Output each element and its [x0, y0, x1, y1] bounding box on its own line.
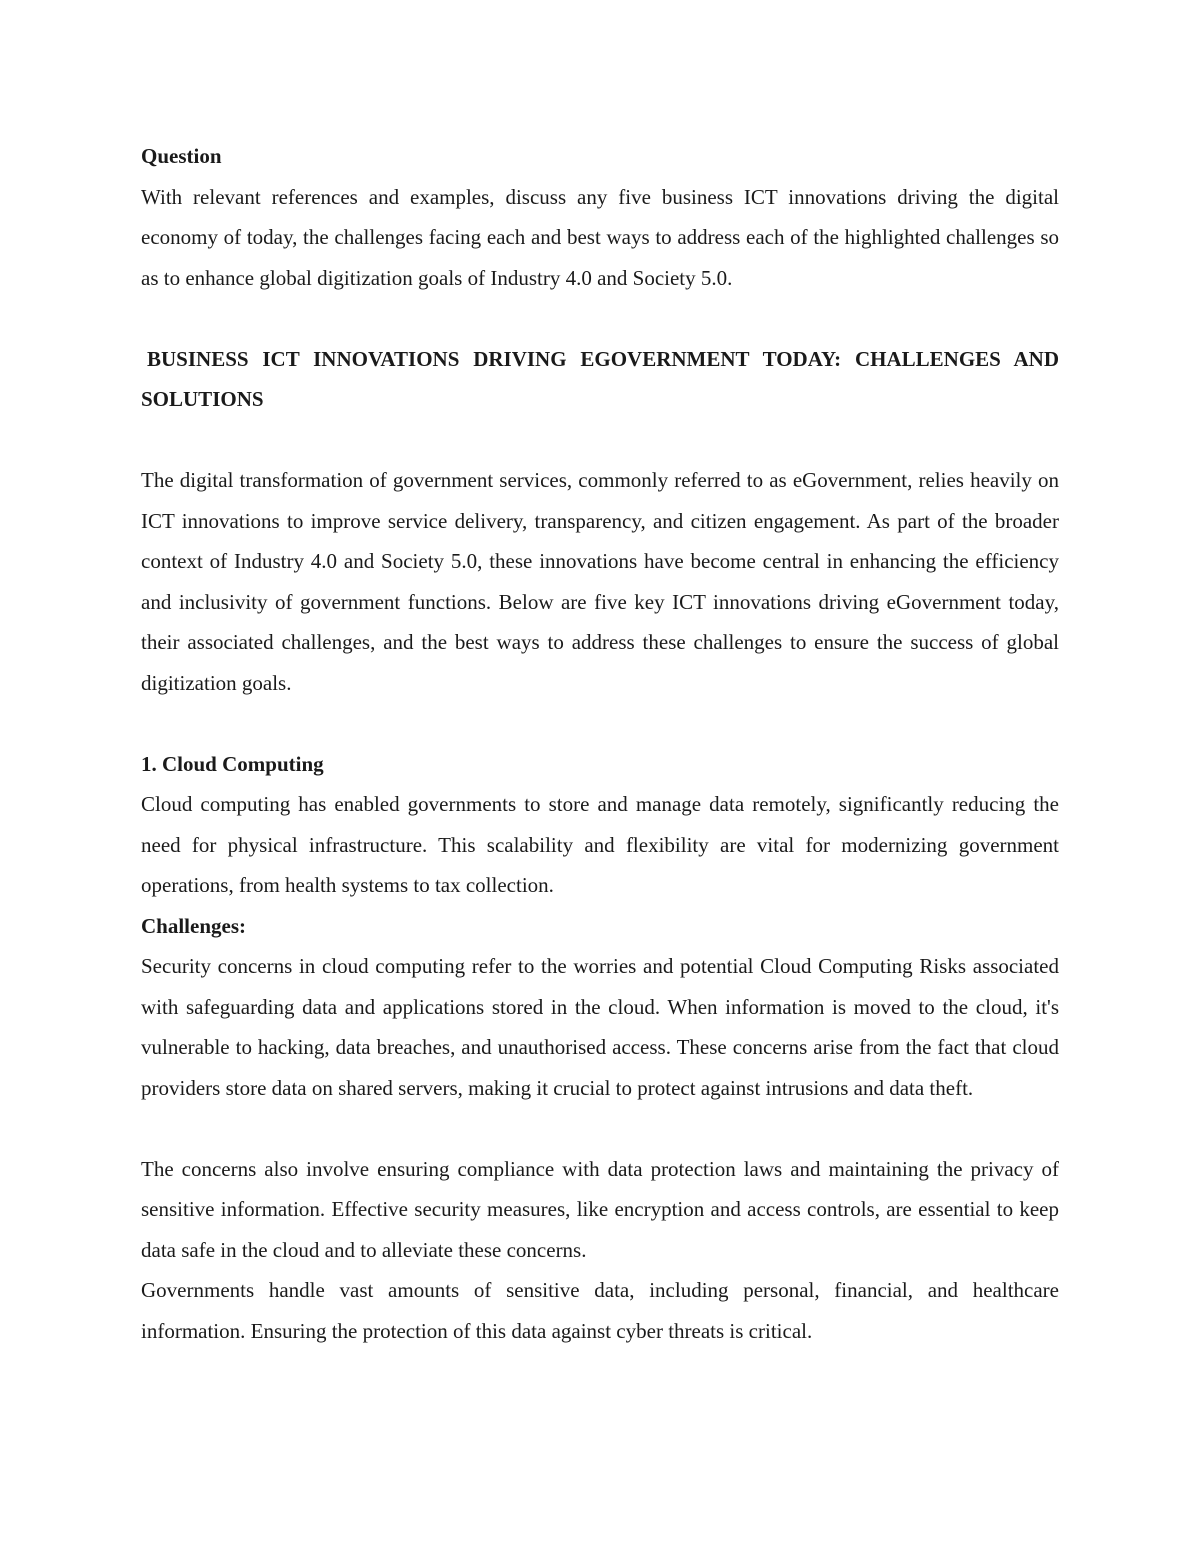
- cloud-computing-body: Cloud computing has enabled governments to store and manage data remotely, significantly reducing the need for physical infrastructure. This scalability and flexibility are vital for modernizing government operations, from health systems to tax collection.: [141, 792, 1059, 897]
- document-title: BUSINESS ICT INNOVATIONS DRIVING EGOVERNMENT TODAY: CHALLENGES AND SOLUTIONS: [141, 346, 1059, 411]
- challenges-paragraph-3: Governments handle vast amounts of sensitive data, including personal, financial, and healthcare information. Ensuring the protection of this data against cyber threats is critical.: [141, 1278, 1059, 1343]
- spacer: [141, 1108, 1059, 1149]
- spacer: [141, 298, 1059, 339]
- intro-paragraph: The digital transformation of government services, commonly referred to as eGovernment, relies heavily on ICT innovations to improve service delivery, transparency, and citizen engagement. As part of the broader context of Industry 4.0 and Society 5.0, these innovations have become central in enhancing the efficiency and inclusivity of government functions. Below are five key ICT innovations driving eGovernment today, their associated challenges, and the best ways to address these challenges to ensure the success of global digitization goals.: [141, 468, 1059, 695]
- question-heading: Question: [141, 144, 222, 168]
- challenges-heading: Challenges:: [141, 913, 246, 938]
- section-heading-cloud-computing: 1. Cloud Computing: [141, 751, 324, 776]
- spacer: [141, 703, 1059, 744]
- document-page: [141, 136, 1059, 1351]
- spacer: [141, 420, 1059, 461]
- challenges-paragraph-1: Security concerns in cloud computing refer to the worries and potential Cloud Computing Risks associated with safeguarding data and applications stored in the cloud. When information is moved to the cloud, it's vulnerable to hacking, data breaches, and unauthorised access. These concerns arise from the fact that cloud providers store data on shared servers, making it crucial to protect against intrusions and data theft.: [141, 954, 1059, 1100]
- question-body: With relevant references and examples, discuss any five business ICT innovations driving the digital economy of today, the challenges facing each and best ways to address each of the highlighted challenges so as to enhance global digitization goals of Industry 4.0 and Society 5.0.: [141, 184, 1059, 290]
- challenges-paragraph-2: The concerns also involve ensuring compliance with data protection laws and maintaining the privacy of sensitive information. Effective security measures, like encryption and access controls, are essential to keep data safe in the cloud and to alleviate these concerns.: [141, 1156, 1059, 1262]
